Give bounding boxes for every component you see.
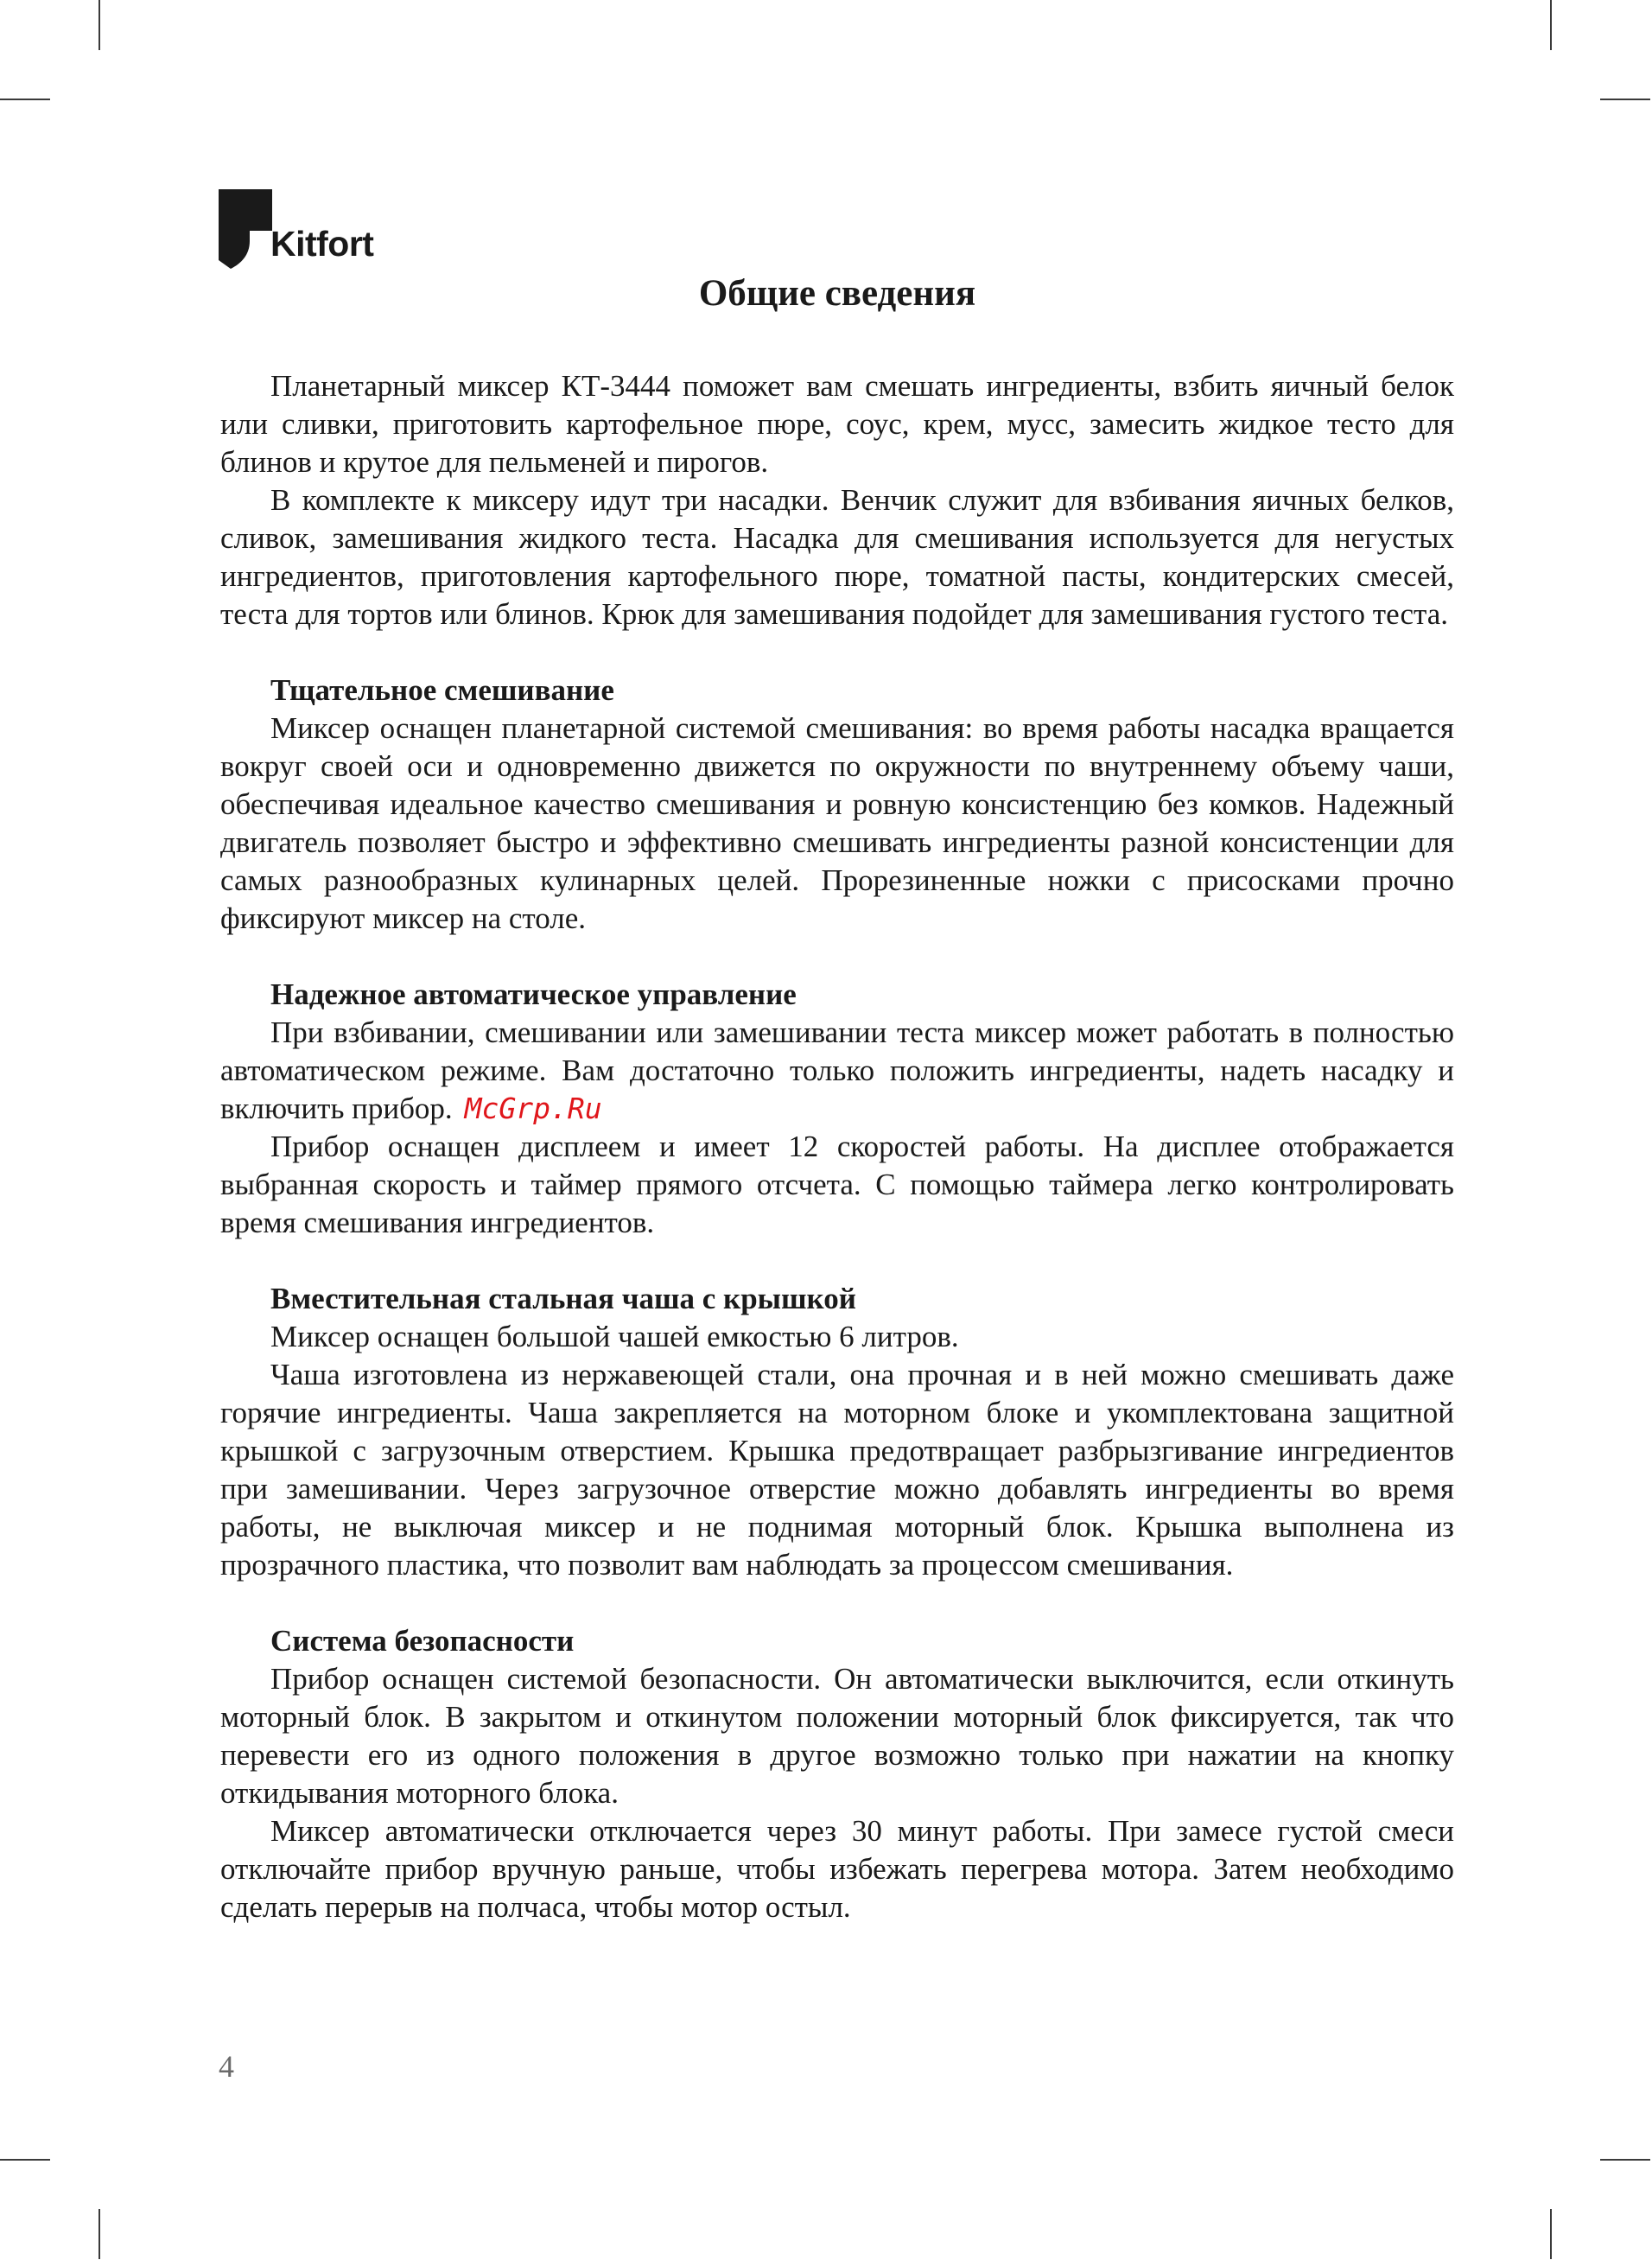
- section-safety: [220, 1622, 1454, 1926]
- section-paragraph: Миксер оснащен планетарной системой смешивания: во время работы насадка вращается вокруг своей оси и одновременно движется по окружности по внутреннему объему чаши, обеспечивая идеальное качество смешивания и ровную консистенцию без комков. Надежный двигатель позволяет быстро и эффективно смешивать ингредиенты разной консистенции для самых разнообразных кулинарных целей. Прорезиненные ножки с присосками прочно фиксируют миксер на столе.: [220, 711, 1454, 935]
- section-heading: Вместительная стальная чаша с крышкой: [270, 1282, 856, 1315]
- section-paragraph: Прибор оснащен системой безопасности. Он автоматически выключится, если откинуть моторный блок. В закрытом и откинутом положении моторный блок фиксируется, так что перевести его из одного положения в другое возможно только при нажатии на кнопку откидывания моторного блока.: [220, 1662, 1454, 1810]
- section-paragraph: Миксер оснащен большой чашей емкостью 6 литров.: [270, 1320, 959, 1353]
- section-bowl: [220, 1280, 1454, 1584]
- section-paragraph: [220, 1014, 1454, 1128]
- section-mixing: [220, 672, 1454, 938]
- intro-paragraph-1: Планетарный миксер КТ-3444 поможет вам смешать ингредиенты, взбить яичный белок или сливки, приготовить картофельное пюре, соус, крем, мусс, замесить жидкое тесто для блинов и крутое для пельменей и пирогов.: [220, 369, 1454, 479]
- section-paragraph: Чаша изготовлена из нержавеющей стали, она прочная и в ней можно смешивать даже горячие ингредиенты. Чаша закрепляется на моторном блоке и укомплектована защитной крышкой с загрузочным отверстием. Крышка предотвращает разбрызгивание ингредиентов при замешивании. Через загрузочное отверстие можно добавлять ингредиенты во время работы, не выключая миксер и не поднимая моторный блок. Крышка выполнена из прозрачного пластика, что позволит вам наблюдать за процессом смешивания.: [220, 1358, 1454, 1582]
- crop-mark-right-bottom: [1600, 2159, 1650, 2161]
- logo-wordmark: Kitfort: [270, 224, 374, 264]
- kitfort-logo: [219, 189, 373, 269]
- section-heading: Тщательное смешивание: [270, 673, 614, 707]
- crop-mark-right-top: [1600, 99, 1650, 100]
- kitfort-logo-icon: [219, 189, 272, 269]
- section-heading: Система безопасности: [270, 1624, 575, 1658]
- section-control: [220, 976, 1454, 1242]
- page-number: 4: [219, 2049, 234, 2084]
- section-heading: Надежное автоматическое управление: [270, 977, 797, 1011]
- crop-mark-left-top: [0, 99, 50, 100]
- watermark-text: McGrp.Ru: [464, 1092, 602, 1125]
- crop-mark-bottom-left: [98, 2209, 100, 2259]
- section-paragraph: Прибор оснащен дисплеем и имеет 12 скоростей работы. На дисплее отображается выбранная скорость и таймер прямого отсчета. С помощью таймера легко контролировать время смешивания ингредиентов.: [220, 1130, 1454, 1239]
- paragraph-text: При взбивании, смешивании или замешивании теста миксер может работать в полностью автоматическом режиме. Вам достаточно только положить ингредиенты, надеть насадку и включить прибор.: [220, 1015, 1454, 1125]
- page-title: Общие сведения: [698, 273, 976, 314]
- crop-mark-top-right: [1550, 0, 1552, 50]
- section-paragraph: Миксер автоматически отключается через 30 минут работы. При замесе густой смеси отключайте прибор вручную раньше, чтобы избежать перегрева мотора. Затем необходимо сделать перерыв на полчаса, чтобы мотор остыл.: [220, 1814, 1454, 1924]
- document-body: [220, 264, 1454, 1926]
- crop-mark-bottom-right: [1550, 2209, 1552, 2259]
- crop-mark-left-bottom: [0, 2159, 50, 2161]
- crop-mark-top-left: [98, 0, 100, 50]
- intro-paragraph-2: В комплекте к миксеру идут три насадки. Венчик служит для взбивания яичных белков, сливок, замешивания жидкого теста. Насадка для смешивания используется для негустых ингредиентов, приготовления картофельного пюре, томатной пасты, кондитерских смесей, теста для тортов или блинов. Крюк для замешивания подойдет для замешивания густого теста.: [220, 483, 1454, 631]
